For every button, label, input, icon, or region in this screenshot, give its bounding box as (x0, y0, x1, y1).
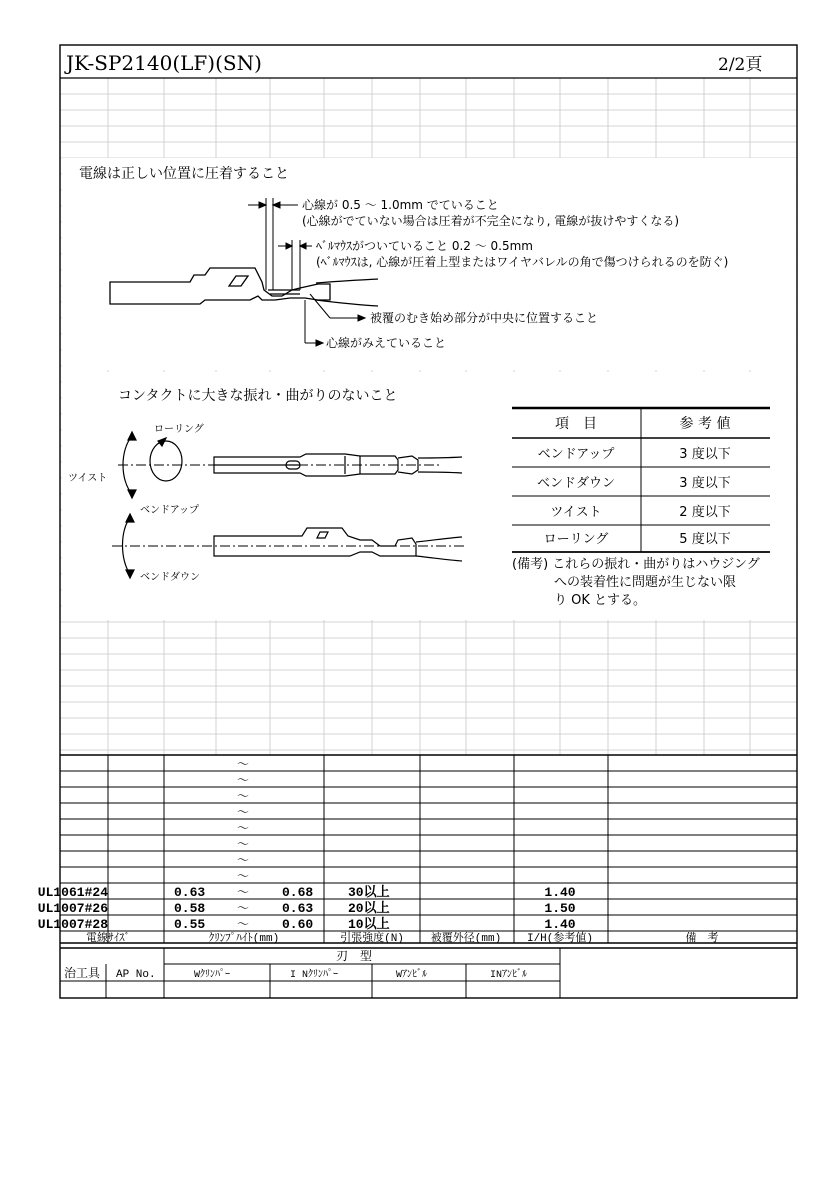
tilde-mark: ～ (236, 902, 250, 916)
tooling-col-tool: 治工具 (64, 967, 101, 981)
tilde-mark: ～ (236, 870, 250, 884)
header-pull-strength: 引張強度(N) (340, 933, 404, 945)
remarks-line2: への装着性に問題が生じない限 (554, 575, 737, 590)
tolerance-value: 2 度以下 (679, 505, 731, 520)
tolerance-header-item: 項 目 (555, 416, 597, 432)
ih-cell: 1.40 (544, 885, 576, 900)
note-bellmouth: ﾍﾞﾙﾏｳｽがついていること 0.2 ～ 0.5mm (316, 239, 533, 253)
tolerance-item: ツイスト (550, 505, 602, 520)
crimp-min-cell: 0.55 (174, 917, 206, 932)
pull-strength-cell: 20以上 (348, 901, 390, 916)
ih-cell: 1.40 (544, 917, 576, 932)
tilde-mark: ～ (236, 822, 250, 836)
label-bendup: ベンドアップ (140, 505, 199, 516)
tilde-mark: ～ (236, 838, 250, 852)
tolerance-item: ベンドアップ (537, 447, 615, 462)
note-core-visible: 心線がみえていること (326, 336, 447, 350)
tooling-col-wanvil: Wｱﾝﾋﾞﾙ (396, 970, 428, 981)
tilde-mark: ～ (236, 806, 250, 820)
tilde-mark: ～ (236, 886, 250, 900)
section2-heading: コンタクトに大きな振れ・曲がりのないこと (118, 388, 398, 404)
crimp-max-cell: 0.60 (282, 917, 314, 932)
tolerance-value: 5 度以下 (679, 532, 731, 547)
header-wire-size: 電線ｻｲｽﾞ (86, 933, 130, 945)
tooling-col-wcrimper: Wｸﾘﾝﾊﾟｰ (194, 970, 231, 981)
tooling-col-inanvil: INｱﾝﾋﾞﾙ (490, 970, 528, 981)
pull-strength-cell: 10以上 (348, 917, 390, 932)
crimp-max-cell: 0.63 (282, 901, 314, 916)
header-insulation-od: 被覆外径(mm) (430, 933, 502, 945)
tooling-die-header: 刃 型 (336, 950, 373, 964)
remarks-line1: (備考) これらの振れ・曲がりはハウジング (512, 557, 760, 572)
label-twist: ツイスト (68, 473, 108, 484)
crimp-min-cell: 0.63 (174, 885, 206, 900)
tolerance-value: 3 度以下 (679, 447, 731, 462)
crimp-max-cell: 0.68 (282, 885, 314, 900)
tilde-mark: ～ (236, 758, 250, 772)
page-number: 2/2頁 (718, 55, 763, 75)
ih-cell: 1.50 (544, 901, 576, 916)
label-rolling: ローリング (154, 424, 204, 435)
label-benddown: ベンドダウン (140, 572, 200, 583)
crimp-spec-table (38, 755, 797, 945)
tooling-col-ap: AP No. (116, 969, 156, 981)
document-title: JK-SP2140(LF)(SN) (66, 51, 262, 75)
tolerance-item: ローリング (543, 532, 609, 547)
note-bellmouth-reason: (ﾍﾞﾙﾏｳｽは, 心線が圧着上型またはワイヤバレルの角で傷つけられるのを防ぐ) (316, 255, 729, 269)
tilde-mark: ～ (236, 790, 250, 804)
wire-size-cell: UL1061#24 (37, 885, 108, 900)
note-core-protrusion: 心線が 0.5 ～ 1.0mm でていること (302, 198, 499, 212)
section1-heading: 電線は正しい位置に圧着すること (79, 166, 289, 182)
header-ih: I/H(参考値) (526, 933, 594, 945)
header-remarks: 備 考 (685, 933, 719, 945)
tolerance-item: ベンドダウン (536, 476, 616, 491)
remarks-line3: り OK とする。 (554, 593, 647, 608)
tooling-col-incrimper: I Nｸﾘﾝﾊﾟｰ (290, 970, 339, 981)
wire-size-cell: UL1007#26 (37, 901, 108, 916)
header-crimp-height: ｸﾘﾝﾌﾟﾊｲﾄ(mm) (208, 933, 280, 945)
tooling-table (60, 948, 797, 998)
tilde-mark: ～ (236, 774, 250, 788)
crimp-min-cell: 0.58 (174, 901, 206, 916)
tolerance-header-value: 参 考 値 (679, 416, 731, 432)
pull-strength-cell: 30以上 (348, 885, 390, 900)
note-core-protrusion-reason: (心線がでていない場合は圧着が不完全になり, 電線が抜けやすくなる) (302, 214, 679, 228)
wire-size-cell: UL1007#28 (37, 917, 108, 932)
tilde-mark: ～ (236, 918, 250, 932)
tilde-mark: ～ (236, 854, 250, 868)
tolerance-value: 3 度以下 (679, 476, 731, 491)
note-insulation-center: 被覆のむき始め部分が中央に位置すること (370, 311, 599, 325)
